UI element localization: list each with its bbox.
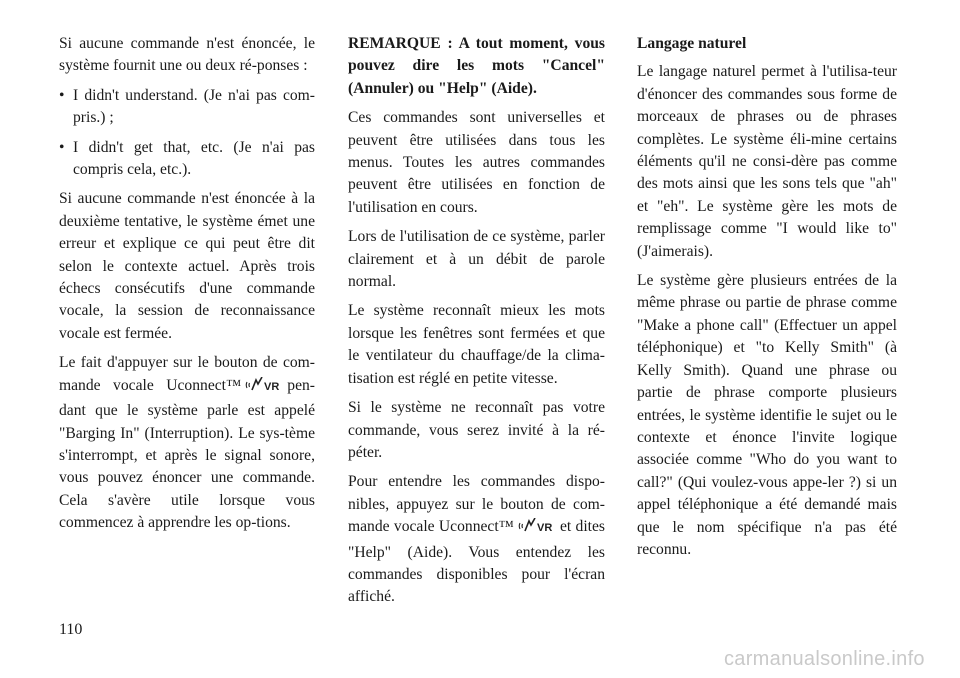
paragraph-speak-clearly: Lors de l'utilisation de ce système, parler clairement et à un débit de parole normal. [348,228,605,291]
paragraph-repeat: Si le système ne reconnaît pas votre commande, vous serez invité à la ré-péter. [348,399,605,461]
paragraph-barging-in: Le fait d'appuyer sur le bouton de com-mande vocale Uconnect™ VR pen-dant que le système parle est appelé "Barging In" (Interruption). Le sys-tème s'interrompt, et après le signal sonore, vous pouvez énoncer une commande. Cela s'avère utile lorsque vous commencez à apprendre les op-tions. [59,354,315,532]
watermark: carmanualsonline.info [724,648,925,670]
page-number: 110 [59,621,83,638]
bullet-icon: • [59,86,65,104]
paragraph-recognition: Le système reconnaît mieux les mots lorsque les fenêtres sont fermées et que le ventilateur du chauffage/de la clima-tisation est réglé en petite vitesse. [348,302,605,387]
svg-text:VR: VR [264,380,280,393]
uconnect-voice-command-icon [245,377,283,400]
column-1 [59,33,315,542]
column-3 [637,33,897,568]
paragraph-help: Pour entendre les commandes dispo-nibles, appuyez sur le bouton de com-mande vocale Uconnect™ VR et dites "Help" (Aide). Vous entendez les commandes disponibles pour l'écran affiché. [348,473,605,606]
response-list [59,85,315,182]
svg-text:VR: VR [536,522,553,535]
paragraph-no-command: Si aucune commande n'est énoncée, le système fournit une ou deux ré-ponses : [59,35,315,75]
paragraph-multiple-entries: Le système gère plusieurs entrées de la même phrase ou partie de phrase comme "Make a phone call" (Effectuer un appel téléphonique) et "to Kelly Smith" (à Kelly Smith). Quand une phrase ou partie de phrase comporte plusieurs entrées, le système identifie le sujet ou le contexte et énonce l'invite logique associée comme "Who do you want to call?" (Qui voulez-vous appe-ler ?) si un appel téléphonique a été demandé mais que le nom spécifique n'a pas été reconnu. [637,272,897,558]
column-2 [348,33,605,616]
paragraph-universal-commands: Ces commandes sont universelles et peuvent être utilisées dans tous les menus. Toutes les autres commandes peuvent être utilisées en fonction de l'utilisation en cours. [348,109,605,216]
section-heading: Langage naturel [637,35,747,52]
list-item: • I didn't get that, etc. (Je n'ai pas compris cela, etc.). [59,138,315,179]
paragraph-second-attempt: Si aucune commande n'est énoncée à la deuxième tentative, le système émet une erreur et explique ce qui peut être dit selon le contexte actuel. Après trois échecs consécutifs d'une commande vocale, la session de reconnaissance vocale est fermée. [59,190,315,342]
uconnect-voice-command-icon [518,518,556,541]
list-item: • I didn't understand. (Je n'ai pas com-pris.) ; [59,86,315,127]
paragraph-natural-language: Le langage naturel permet à l'utilisa-teur d'énoncer des commandes sous forme de morceaux de phrases ou de phrases complètes. Le système éli-mine certains éléments qu'il ne consi-dère pas comme des mots ainsi que les sons tels que "ah" et "eh". Le système gère les mots de remplissage comme "I would like to" (J'aimerais). [637,63,897,260]
bullet-icon: • [59,138,65,156]
remark-note: REMARQUE : A tout moment, vous pouvez dire les mots "Cancel" (Annuler) ou "Help" (Aide). [348,35,605,97]
